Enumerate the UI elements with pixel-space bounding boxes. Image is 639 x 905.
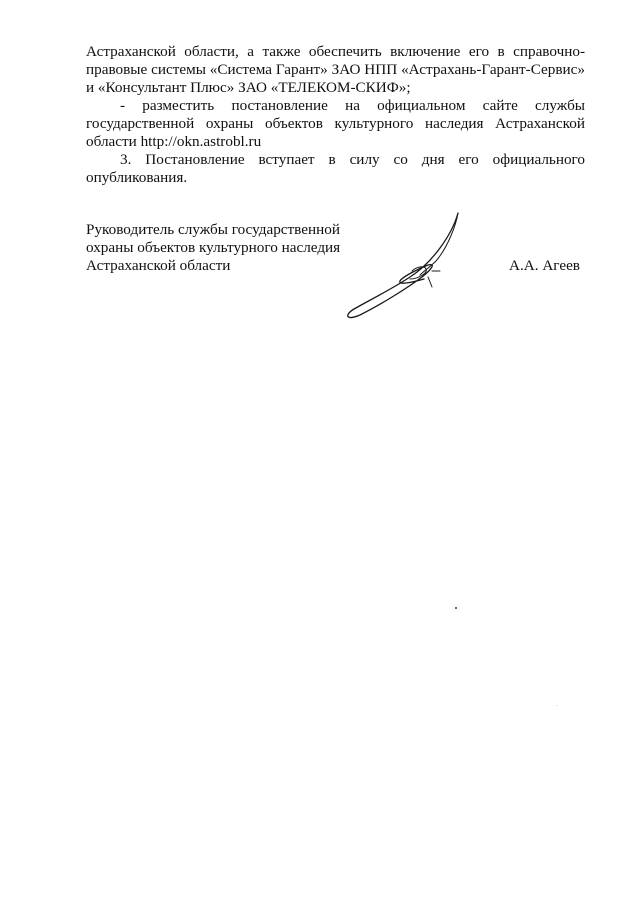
handwritten-signature	[340, 205, 470, 325]
scan-speck	[455, 607, 457, 609]
text-line: государственной охраны объектов культурного наследия Астраханской	[86, 115, 585, 132]
paragraph-effective-date	[86, 151, 585, 187]
text-line: области http://okn.astrobl.ru	[86, 133, 262, 150]
position-line: Руководитель службы государственной	[86, 221, 340, 238]
text-line: опубликования.	[86, 169, 188, 186]
text-line: и «Консультант Плюс» ЗАО «ТЕЛЕКОМ-СКИФ»;	[86, 79, 411, 96]
paragraph-publication-systems	[86, 43, 585, 97]
scan-speck	[556, 705, 557, 706]
signer-name: А.А. Агеев	[509, 257, 580, 274]
signatory-position	[86, 221, 340, 275]
text-line: Астраханской области, а также обеспечить включение его в справочно-	[86, 43, 585, 60]
text-line: - разместить постановление на официальном сайте службы	[120, 97, 585, 114]
position-line: Астраханской области	[86, 257, 231, 274]
position-line: охраны объектов культурного наследия	[86, 239, 341, 256]
text-line: 3. Постановление вступает в силу со дня его официального	[120, 151, 585, 168]
paragraph-website-publication	[86, 97, 585, 151]
text-line: правовые системы «Система Гарант» ЗАО НПП «Астрахань-Гарант-Сервис»	[86, 61, 585, 78]
document-body	[86, 43, 585, 187]
